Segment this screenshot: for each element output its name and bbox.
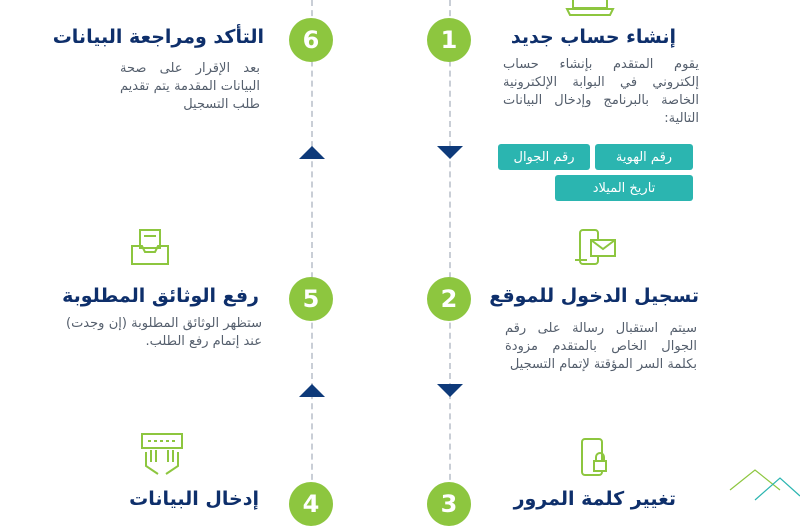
- step-6-description: بعد الإقرار على صحة البيانات المقدمة يتم تقديم طلب التسجيل: [120, 61, 260, 112]
- arrow-up-1: [299, 146, 325, 159]
- step-6-number: 6: [289, 18, 333, 62]
- arrow-down-1: [437, 146, 463, 159]
- corner-decoration: [730, 460, 800, 500]
- phone-lock-icon: [580, 437, 610, 477]
- laptop-icon: [565, 0, 615, 18]
- keyboard-icon: [140, 432, 184, 476]
- step-3-title: تغيير كلمة المرور: [513, 488, 676, 510]
- step-1-description: يقوم المتقدم بإنشاء حساب إلكتروني في البوابة الإلكترونية الخاصة بالبرنامج وإدخال البيانات التالية:: [503, 57, 699, 126]
- step-5-title: رفع الوثائق المطلوبة: [62, 285, 259, 307]
- step-3-number: 3: [427, 482, 471, 526]
- step-4-title: إدخال البيانات: [129, 488, 259, 510]
- timeline-line-left: [311, 0, 313, 500]
- timeline-line-right: [449, 0, 451, 500]
- step-2-description: سيتم استقبال رسالة على رقم الجوال الخاص بالمتقدم مزودة بكلمة السر المؤقتة لإتمام التسجيل: [505, 321, 697, 372]
- arrow-down-2: [437, 384, 463, 397]
- document-tray-icon: [130, 228, 170, 266]
- step-5-description: ستظهر الوثائق المطلوبة (إن وجدت) عند إتمام رفع الطلب.: [66, 316, 262, 349]
- data-field-id-number: رقم الهوية: [595, 144, 693, 170]
- arrow-up-2: [299, 384, 325, 397]
- step-2-title: تسجيل الدخول للموقع: [489, 285, 699, 307]
- step-2-number: 2: [427, 277, 471, 321]
- phone-message-icon: [575, 228, 619, 272]
- data-field-birth-date: تاريخ الميلاد: [555, 175, 693, 201]
- step-5-number: 5: [289, 277, 333, 321]
- data-field-mobile: رقم الجوال: [498, 144, 590, 170]
- step-1-title: إنشاء حساب جديد: [510, 26, 676, 48]
- step-1-number: 1: [427, 18, 471, 62]
- step-4-number: 4: [289, 482, 333, 526]
- step-6-title: التأكد ومراجعة البيانات: [52, 26, 264, 48]
